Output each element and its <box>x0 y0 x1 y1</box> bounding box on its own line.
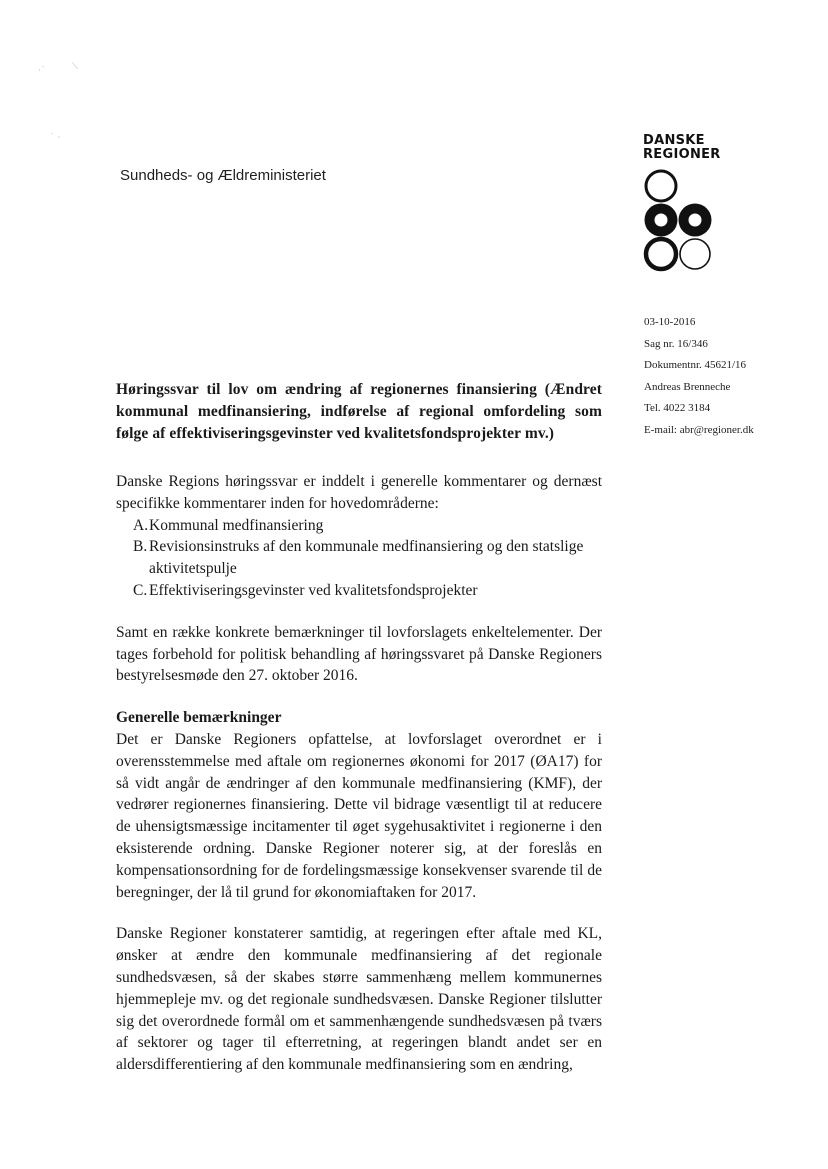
list-item-text: Kommunal medfinansiering <box>149 516 324 534</box>
subject-heading: Høringssvar til lov om ændring af regionernes finansiering (Ændret kommunal medfinansiering, indførelse af regional omfordeling som følge af effektiviseringsgevinster ved kvalitetsfondsprojekter mv.) <box>116 381 602 442</box>
danske-regioner-logo <box>643 134 733 272</box>
logo-circles-icon <box>643 168 717 272</box>
section-heading: Generelle bemærkninger <box>116 709 282 727</box>
recipient: Sundheds- og Ældreministeriet <box>120 167 326 184</box>
meta-document-number: Dokumentnr. 45621/16 <box>644 359 747 371</box>
reservation-paragraph: Samt en række konkrete bemærkninger til lovforslagets enkeltelementer. Der tages forbehold for politisk behandling af høringssvaret på Danske Regioners bestyrelsesmøde den 27. oktober 2016. <box>116 623 602 685</box>
list-item-text: Revisionsinstruks af den kommunale medfinansiering og den statslige aktivitetspulje <box>149 538 584 578</box>
list-item-marker: B. <box>133 538 148 556</box>
scan-speck: ˙ · <box>50 133 61 143</box>
scan-speck: ⟍ <box>72 62 79 72</box>
meta-phone: Tel. 4022 3184 <box>644 402 711 414</box>
list-item-marker: A. <box>133 516 149 534</box>
list-item-text: Effektiviseringsgevinster ved kvalitetsfondsprojekter <box>149 581 478 599</box>
document-metadata <box>644 312 754 441</box>
list-item <box>116 536 594 580</box>
topic-list <box>116 515 602 602</box>
body-paragraph-1: Det er Danske Regioners opfattelse, at lovforslaget overordnet er i overensstemmelse med aftale om regionernes økonomi for 2017 (ØA17) for så vidt angår de ændringer af den kommunale medfinansiering (KMF), der vedrører regionernes finansiering. Dette vil bidrage væsentligt til at reducere de uhensigtsmæssige incitamenter til øget sygehusaktivitet i regionerne i den eksisterende ordning. Danske Regioner noterer sig, at der foreslås en kompensationsordning for de fordelingsmæssige konsekvenser svarende til de beregninger, der lå til grund for økonomiaftaken for 2017. <box>116 730 602 901</box>
letter-body <box>116 379 602 1076</box>
meta-email: E-mail: abr@regioner.dk <box>644 423 754 436</box>
intro-paragraph: Danske Regions høringssvar er inddelt i generelle kommentarer og dernæst specifikke kommentarer inden for hovedområderne: <box>116 473 602 512</box>
scan-speck: ·˙ <box>38 66 46 76</box>
body-paragraph-2: Danske Regioner konstaterer samtidig, at regeringen efter aftale med KL, ønsker at ændre den kommunale medfinansiering af det regionale sundhedsvæsen, så der skabes større sammenhæng mellem kommunernes hjemmepleje mv. og det regionale sundhedsvæsen. Danske Regioner tilslutter sig det overordnede formål om et sammenhængende sundhedsvæsen på tværs af sektorer og tager til efterretning, at regeringen blandt andet ser en aldersdifferentiering af den kommunale medfinansiering som en ændring, <box>116 925 602 1074</box>
list-item <box>116 580 594 602</box>
meta-case-number: Sag nr. 16/346 <box>644 337 708 350</box>
logo-text-line1: DANSKE <box>643 133 705 148</box>
meta-date: 03-10-2016 <box>644 316 696 328</box>
list-item-marker: C. <box>133 581 148 599</box>
logo-text-line2: REGIONER <box>643 147 721 162</box>
meta-contact-name: Andreas Brenneche <box>644 380 731 393</box>
list-item <box>116 515 594 537</box>
